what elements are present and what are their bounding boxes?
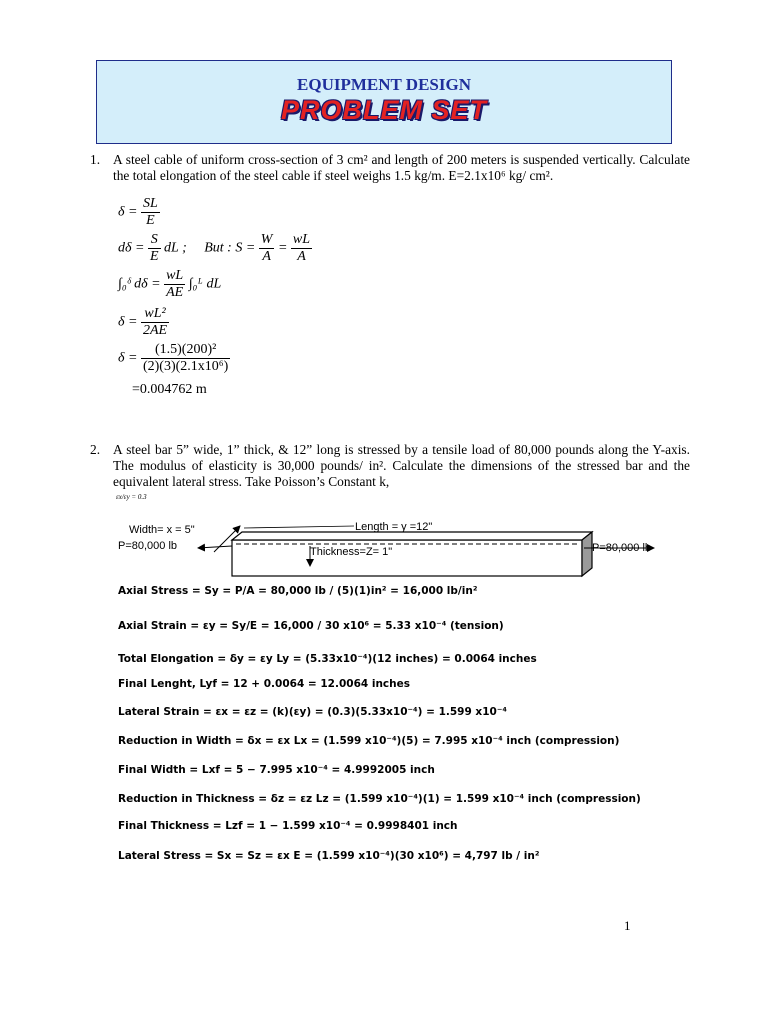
calc-lateral-stress: Lateral Stress = Sx = Sz = εx E = (1.599 x10⁻⁴)(30 x10⁶) = 4,797 lb / in²	[118, 850, 540, 862]
document-subtitle: PROBLEM SET	[280, 95, 487, 125]
label-width: Width= x = 5"	[129, 524, 195, 536]
document-title: EQUIPMENT DESIGN	[297, 75, 471, 94]
problem-1-text: A steel cable of uniform cross-section of 3 cm² and length of 200 meters is suspended vertically. Calculate the total elongation of the steel cable if steel weighs 1.5 kg/m. E=2.1x10⁶ kg/ cm².	[113, 152, 690, 183]
equation-1: δ = $\frac{SL}{E}$	[118, 196, 158, 228]
equation-4: δ = $\frac{\text{wL²}}{2AE}$	[118, 306, 168, 338]
page-number: 1	[624, 918, 631, 933]
problem-1	[90, 152, 690, 184]
label-length: Length = y =12"	[355, 521, 433, 533]
title-box	[96, 60, 672, 144]
problem-2-number: 2.	[90, 442, 101, 457]
equation-5: δ = $\frac{\text{(1.5)(200)²}}{\text{(2)(3)(2.1x10⁶)}}$	[118, 342, 229, 374]
calc-reduction-thickness: Reduction in Thickness = δz = εz Lz = (1.599 x10⁻⁴)(1) = 1.599 x10⁻⁴ inch (compression)	[118, 793, 641, 805]
calc-axial-stress: Axial Stress = Sy = P/A = 80,000 lb / (5)(1)in² = 16,000 lb/in²	[118, 585, 478, 597]
equation-2: dδ = $\frac{S}{E}$ dL ; But : S = $\frac{W}{A}$ = $\frac{wL}{A}$	[118, 232, 311, 264]
calc-final-length: Final Lenght, Lyf = 12 + 0.0064 = 12.0064 inches	[118, 678, 411, 690]
label-thickness: Thickness=Z= 1"	[310, 546, 393, 558]
problem-2-text: A steel bar 5” wide, 1” thick, & 12” long is stressed by a tensile load of 80,000 pounds along the Y-axis. The modulus of elasticity is 30,000 pounds/ in². Calculate the dimensions of the stressed bar and the equivalent lateral stress. Take Poisson’s Constant k,	[113, 442, 690, 489]
problem-2	[90, 442, 690, 490]
calc-total-elongation: Total Elongation = δy = εy Ly = (5.33x10⁻⁴)(12 inches) = 0.0064 inches	[118, 653, 537, 665]
calc-axial-strain: Axial Strain = εy = Sy/E = 16,000 / 30 x10⁶ = 5.33 x10⁻⁴ (tension)	[118, 620, 504, 632]
label-load-right: P=80,000 lb	[592, 542, 652, 554]
equation-3: ∫₀ᵟ dδ = $\frac{wL}{AE}$ ∫₀ᴸ dL	[118, 268, 222, 300]
calc-reduction-width: Reduction in Width = δx = εx Lx = (1.599 x10⁻⁴)(5) = 7.995 x10⁻⁴ inch (compression)	[118, 735, 620, 747]
poisson-ratio: εx/εy = 0.3	[116, 493, 147, 501]
equation-6-result: =0.004762 m	[132, 382, 207, 397]
calc-final-thickness: Final Thickness = Lzf = 1 − 1.599 x10⁻⁴ = 0.9998401 inch	[118, 820, 458, 832]
problem-1-number: 1.	[90, 152, 101, 167]
label-load-left: P=80,000 lb	[118, 540, 178, 552]
calc-final-width: Final Width = Lxf = 5 − 7.995 x10⁻⁴ = 4.9992005 inch	[118, 764, 435, 776]
calc-lateral-strain: Lateral Strain = εx = εz = (k)(εy) = (0.3)(5.33x10⁻⁴) = 1.599 x10⁻⁴	[118, 706, 507, 718]
